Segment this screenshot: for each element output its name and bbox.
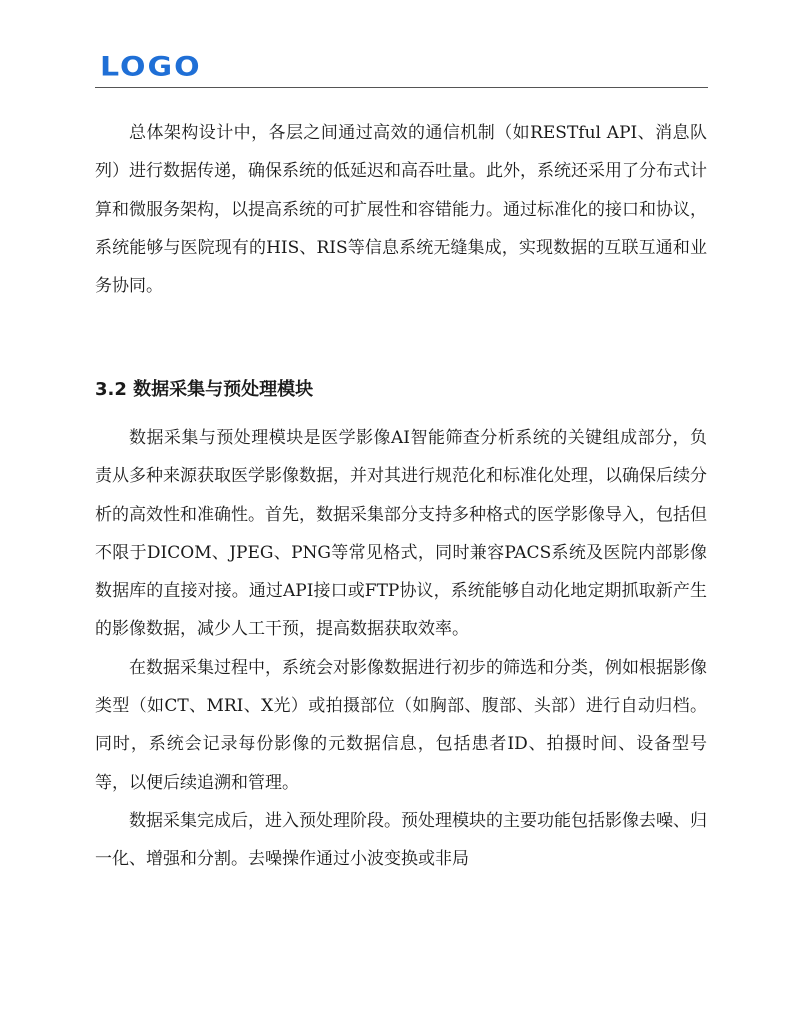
body-paragraph-3: 数据采集完成后，进入预处理阶段。预处理模块的主要功能包括影像去噪、归一化、增强和分割。去噪操作通过小波变换或非局 [95,810,707,870]
body-paragraph-1: 数据采集与预处理模块是医学影像AI智能筛查分析系统的关键组成部分，负责从多种来源获取医学影像数据，并对其进行规范化和标准化处理，以确保后续分析的高效性和准确性。首先，数据采集部分支持多种格式的医学影像导入，包括但不限于DICOM、JPEG、PNG等常见格式，同时兼容PACS系统及医院内部影像数据库的直接对接。通过API接口或FTP协议，系统能够自动化地定期抓取新产生的影像数据，减少人工干预，提高数据获取效率。 [95,428,707,640]
section-body [95,419,707,879]
logo: LOGO [100,51,202,83]
section-heading: 3.2 数据采集与预处理模块 [95,379,314,400]
intro-paragraph: 总体架构设计中，各层之间通过高效的通信机制（如RESTful API、消息队列）进行数据传递，确保系统的低延迟和高吞吐量。此外，系统还采用了分布式计算和微服务架构，以提高系统的可扩展性和容错能力。通过标准化的接口和协议，系统能够与医院现有的HIS、RIS等信息系统无缝集成，实现数据的互联互通和业务协同。 [95,123,707,297]
body-paragraph-2: 在数据采集过程中，系统会对影像数据进行初步的筛选和分类，例如根据影像类型（如CT、MRI、X光）或拍摄部位（如胸部、腹部、头部）进行自动归档。同时，系统会记录每份影像的元数据信息，包括患者ID、拍摄时间、设备型号等，以便后续追溯和管理。 [95,657,707,793]
intro-section [95,114,707,305]
header-divider [95,87,708,88]
